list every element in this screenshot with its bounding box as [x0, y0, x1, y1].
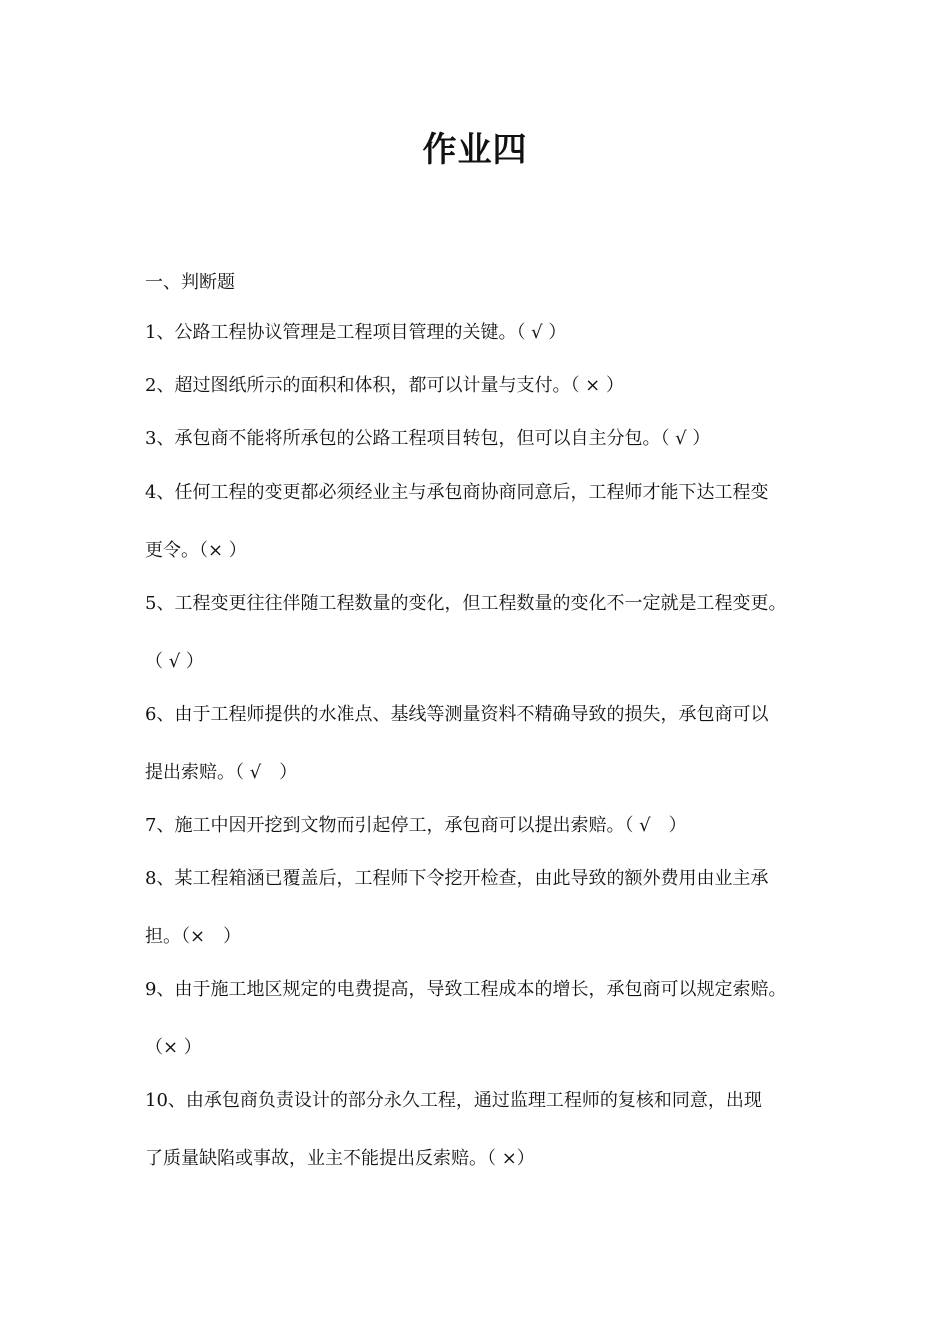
- question-8-line-1: 8、某工程箱涵已覆盖后，工程师下令挖开检查，由此导致的额外费用由业主承: [145, 868, 769, 889]
- question-8-line-2: 担。（× ）: [145, 926, 242, 947]
- question-5-line-1: 5、工程变更往往伴随工程数量的变化，但工程数量的变化不一定就是工程变更。: [145, 593, 787, 614]
- question-6-line-1: 6、由于工程师提供的水准点、基线等测量资料不精确导致的损失，承包商可以: [145, 704, 769, 725]
- page-title: 作业四: [422, 130, 528, 170]
- question-7: 7、施工中因开挖到文物而引起停工，承包商可以提出索赔。（ √ ）: [145, 815, 687, 836]
- question-4-line-1: 4、任何工程的变更都必须经业主与承包商协商同意后，工程师才能下达工程变: [145, 482, 769, 503]
- section-heading: 一、判断题: [145, 272, 235, 293]
- question-6-line-2: 提出索赔。（ √ ）: [145, 762, 298, 783]
- question-3: 3、承包商不能将所承包的公路工程项目转包，但可以自主分包。（ √ ）: [145, 428, 711, 449]
- question-10-line-2: 了质量缺陷或事故，业主不能提出反索赔。（ ×）: [145, 1148, 535, 1169]
- question-2: 2、超过图纸所示的面积和体积，都可以计量与支付。（ × ）: [145, 375, 624, 396]
- question-4-line-2: 更令。（× ）: [145, 540, 247, 561]
- question-1: 1、公路工程协议管理是工程项目管理的关键。（ √ ）: [145, 322, 567, 343]
- question-9-line-1: 9、由于施工地区规定的电费提高，导致工程成本的增长，承包商可以规定索赔。: [145, 979, 787, 1000]
- question-10-line-1: 10、由承包商负责设计的部分永久工程，通过监理工程师的复核和同意，出现: [145, 1090, 762, 1111]
- question-9-line-2: （× ）: [145, 1037, 202, 1058]
- question-5-line-2: （ √ ）: [145, 651, 204, 672]
